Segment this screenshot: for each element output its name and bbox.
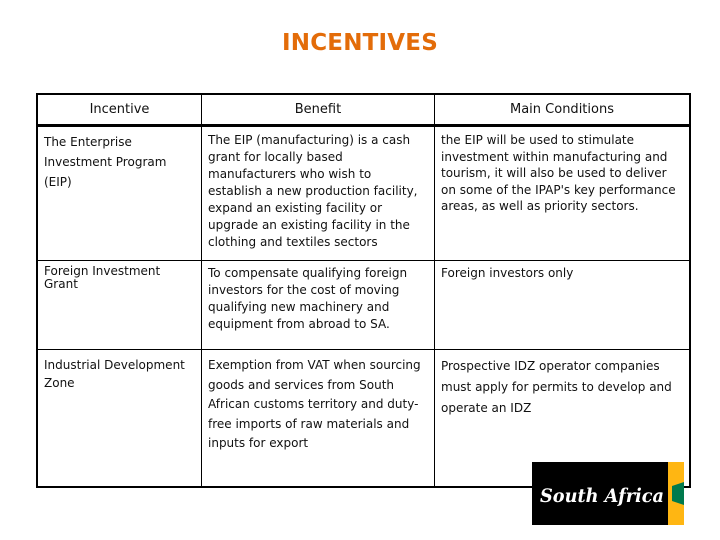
column-header-main-conditions: Main Conditions <box>435 94 691 126</box>
column-header-benefit: Benefit <box>202 94 435 126</box>
incentives-table <box>36 93 691 488</box>
south-africa-logo <box>532 462 684 525</box>
table-row <box>37 126 690 261</box>
incentive-cell: Foreign Investment Grant <box>37 261 202 350</box>
benefit-cell: The EIP (manufacturing) is a cash grant for locally based manufacturers who wish to establish a new production facility, expand an existing facility or upgrade an existing facility in the clothing and textiles sectors <box>202 126 435 261</box>
page-title: INCENTIVES <box>282 30 438 56</box>
benefit-cell: Exemption from VAT when sourcing goods and services from South African customs territory and duty-free imports of raw materials and inputs for export <box>202 350 435 488</box>
incentive-cell: The Enterprise Investment Program (EIP) <box>37 126 202 261</box>
conditions-cell: Foreign investors only <box>435 261 691 350</box>
flag-green-tip <box>672 482 684 505</box>
table-header-row <box>37 94 690 126</box>
column-header-incentive: Incentive <box>37 94 202 126</box>
conditions-cell: the EIP will be used to stimulate investment within manufacturing and tourism, it will also be used to deliver on some of the IPAP's key performance areas, as well as priority sectors. <box>435 126 691 261</box>
incentive-cell: Industrial Development Zone <box>37 350 202 488</box>
table-row <box>37 261 690 350</box>
conditions-cell: Prospective IDZ operator companies must apply for permits to develop and operate an IDZ <box>435 350 691 488</box>
logo-wordmark: South Africa <box>540 485 664 507</box>
benefit-cell: To compensate qualifying foreign investors for the cost of moving qualifying new machinery and equipment from abroad to SA. <box>202 261 435 350</box>
